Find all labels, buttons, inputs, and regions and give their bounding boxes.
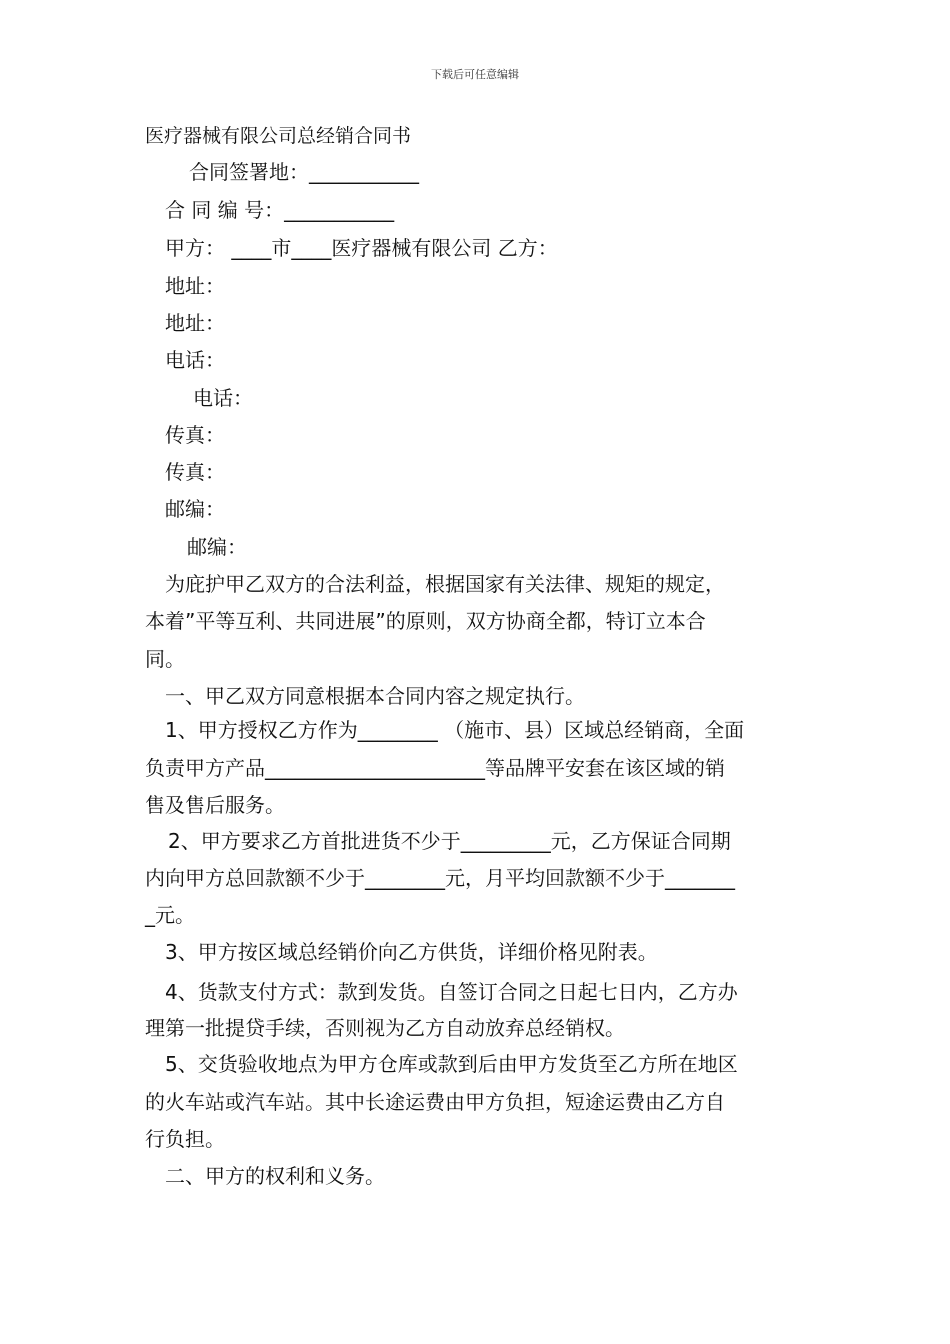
postcode-line-b: 邮编： [187, 535, 247, 559]
preamble-line-3: 同。 [145, 647, 185, 671]
postcode-line-a: 邮编： [165, 497, 225, 521]
clause-1-line-2: 负责甲方产品______________________等品牌平安套在该区域的销 [145, 756, 725, 780]
address-line-b: 地址： [165, 311, 225, 335]
clause-2-line-1: 2、甲方要求乙方首批进货不少于_________元，乙方保证合同期 [168, 829, 731, 853]
header-note: 下载后可任意编辑 [431, 68, 519, 81]
clause-4-line-2: 理第一批提贷手续，否则视为乙方自动放弃总经销权。 [145, 1016, 625, 1040]
contract-location-line: 合同签署地：___________ [189, 160, 419, 184]
clause-3-line-1: 3、甲方按区域总经销价向乙方供货，详细价格见附表。 [165, 940, 658, 964]
section-1-heading: 一、甲乙双方同意根据本合同内容之规定执行。 [165, 684, 585, 708]
clause-5-line-2: 的火车站或汽车站。其中长途运费由甲方负担，短途运费由乙方自 [145, 1090, 725, 1114]
contract-number-line: 合 同 编 号：___________ [165, 198, 395, 222]
document-title: 医疗器械有限公司总经销合同书 [145, 125, 412, 147]
section-2-heading: 二、甲方的权利和义务。 [165, 1164, 385, 1188]
clause-4-line-1: 4、货款支付方式：款到发货。自签订合同之日起七日内，乙方办 [165, 980, 738, 1004]
clause-1-line-3: 售及售后服务。 [145, 793, 285, 817]
clause-2-line-2: 内向甲方总回款额不少于________元，月平均回款额不少于_______ [145, 866, 735, 890]
preamble-line-2: 本着”平等互利、共同进展”的原则，双方协商全都，特订立本合 [145, 609, 706, 633]
clause-2-line-3: _元。 [145, 903, 195, 927]
parties-line: 甲方： ____市____医疗器械有限公司 乙方： [165, 236, 558, 260]
preamble-line-1: 为庇护甲乙双方的合法利益，根据国家有关法律、规矩的规定， [165, 572, 725, 596]
phone-line-b: 电话： [193, 386, 253, 410]
fax-line-a: 传真： [165, 423, 225, 447]
address-line-a: 地址： [165, 274, 225, 298]
phone-line-a: 电话： [165, 348, 225, 372]
clause-5-line-1: 5、交货验收地点为甲方仓库或款到后由甲方发货至乙方所在地区 [165, 1052, 738, 1076]
fax-line-b: 传真： [165, 460, 225, 484]
clause-5-line-3: 行负担。 [145, 1127, 225, 1151]
clause-1-line-1: 1、甲方授权乙方作为________ （施市、县）区域总经销商，全面 [165, 718, 745, 742]
